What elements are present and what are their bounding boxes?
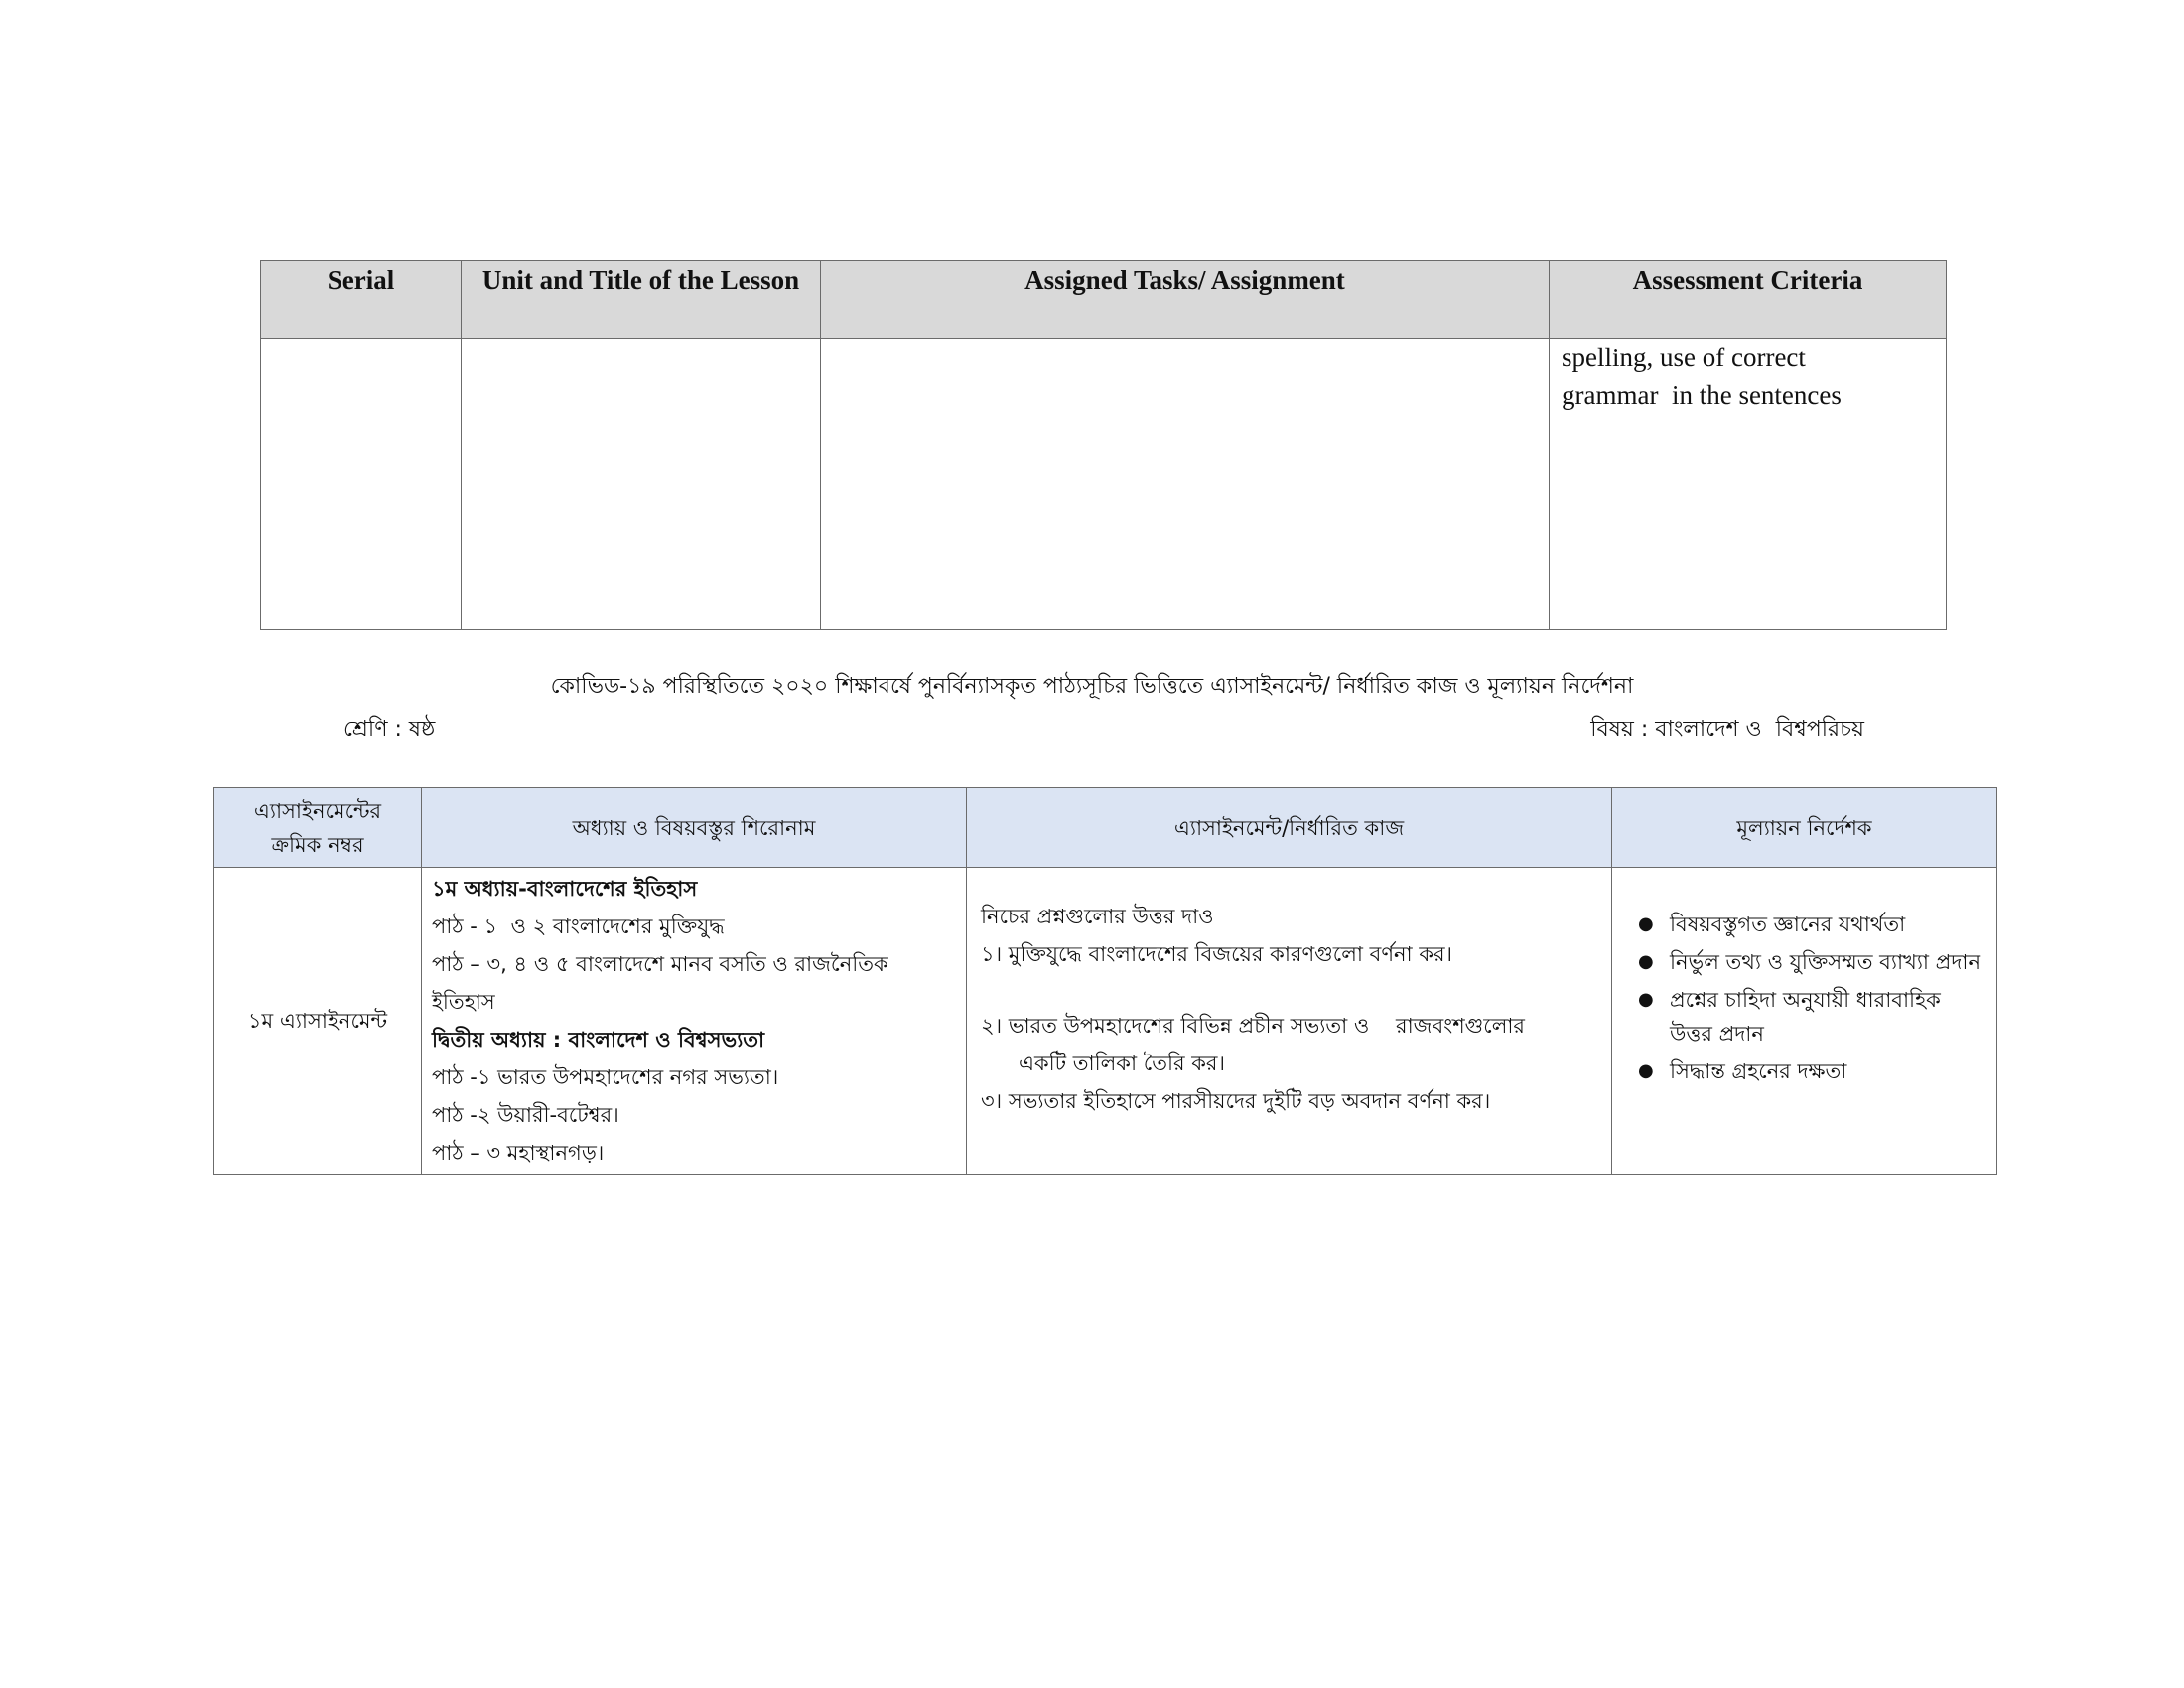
criteria-text: বিষয়বস্তুগত জ্ঞানের যথার্থতা	[1670, 913, 1906, 936]
list-item	[1626, 945, 1982, 979]
chapter-heading: দ্বিতীয় অধ্যায় : বাংলাদেশ ও বিশ্বসভ্যতা	[432, 1028, 765, 1052]
cell-criteria	[1550, 339, 1947, 630]
bullet-icon: ●	[1638, 1060, 1654, 1081]
header-assessment-indicator: মূল্যায়ন নির্দেশক	[1612, 788, 1997, 868]
bullet-icon: ●	[1638, 951, 1654, 972]
lesson-line: পাঠ - ১ ও ২ বাংলাদেশের মুক্তিযুদ্ধ	[432, 914, 725, 938]
lesson-line: পাঠ -২ উয়ারী-বটেশ্বর।	[432, 1103, 619, 1127]
header-serial-line: ক্রমিক নম্বর	[271, 832, 364, 857]
cell-serial	[261, 339, 462, 630]
header-serial-line: এ্যাসাইনমেন্টের	[253, 798, 382, 823]
header-assignment-serial	[214, 788, 422, 868]
list-item	[1626, 983, 1982, 1051]
criteria-text: নির্ভুল তথ্য ও যুক্তিসম্মত ব্যাখ্যা প্রদান	[1670, 950, 1981, 974]
task-cell	[967, 868, 1612, 1175]
chapter-cell	[422, 868, 967, 1175]
task-instruction: নিচের প্রশ্নগুলোর উত্তর দাও	[981, 905, 1214, 928]
criteria-list	[1626, 908, 1982, 1088]
assignment-serial: ১ম এ্যাসাইনমেন্ট	[214, 868, 422, 1175]
task-question: ১। মুক্তিযুদ্ধে বাংলাদেশের বিজয়ের কারণগুলো বর্ণনা কর।	[981, 942, 1453, 966]
task-question: ৩। সভ্যতার ইতিহাসে পারসীয়দের দুইটি বড় অবদান বর্ণনা কর।	[981, 1089, 1491, 1113]
cell-unit	[462, 339, 821, 630]
header-chapter-title: অধ্যায় ও বিষয়বস্তুর শিরোনাম	[422, 788, 967, 868]
header-unit-title: Unit and Title of the Lesson	[462, 261, 821, 339]
table-header-row	[261, 261, 1947, 339]
list-item	[1626, 908, 1982, 941]
subject-label: বিষয় : বাংলাদেশ ও বিশ্বপরিচয়	[1590, 717, 1864, 742]
bullet-icon: ●	[1638, 989, 1654, 1010]
assignment-header-row	[214, 788, 1997, 868]
task-question: ২। ভারত উপমহাদেশের বিভিন্ন প্রচীন সভ্যতা ও রাজবংশগুলোর	[981, 1014, 1525, 1038]
spacer	[981, 973, 1597, 1007]
class-label: শ্রেণি : ষষ্ঠ	[343, 717, 436, 742]
lesson-criteria-table	[260, 260, 1947, 630]
criteria-cell	[1612, 868, 1997, 1175]
header-assignment-task: এ্যাসাইনমেন্ট/নির্ধারিত কাজ	[967, 788, 1612, 868]
header-assigned-tasks: Assigned Tasks/ Assignment	[821, 261, 1550, 339]
bullet-icon: ●	[1638, 914, 1654, 934]
lesson-line: পাঠ – ৩, ৪ ও ৫ বাংলাদেশে মানব বসতি ও রাজনৈতিক	[432, 952, 888, 976]
assignment-table	[213, 787, 1997, 1175]
criteria-line: grammar in the sentences	[1562, 380, 1842, 410]
cell-task	[821, 339, 1550, 630]
chapter-heading: ১ম অধ্যায়-বাংলাদেশের ইতিহাস	[432, 877, 698, 901]
document-title: কোভিড-১৯ পরিস্থিতিতে ২০২০ শিক্ষাবর্ষে পুনর্বিন্যাসকৃত পাঠ্যসূচির ভিত্তিতে এ্যাসাইনমেন্ট/ নির্ধারিত কাজ ও মূল্যায়ন নির্দেশনা	[550, 674, 1634, 699]
criteria-text: প্রশ্নের চাহিদা অনুযায়ী ধারাবাহিক উত্তর প্রদান	[1670, 988, 1941, 1046]
table-row	[261, 339, 1947, 630]
criteria-line: spelling, use of correct	[1562, 343, 1806, 372]
list-item	[1626, 1055, 1982, 1088]
lesson-line: পাঠ – ৩ মহাস্থানগড়।	[432, 1141, 605, 1165]
table-row	[214, 868, 1997, 1175]
task-question-continued: একটি তালিকা তৈরি কর।	[1019, 1052, 1225, 1075]
criteria-text: সিদ্ধান্ত গ্রহনের দক্ষতা	[1670, 1059, 1847, 1083]
header-assessment-criteria: Assessment Criteria	[1550, 261, 1947, 339]
lesson-line: পাঠ -১ ভারত উপমহাদেশের নগর সভ্যতা।	[432, 1065, 779, 1089]
lesson-line: ইতিহাস	[432, 990, 495, 1014]
header-serial: Serial	[261, 261, 462, 339]
